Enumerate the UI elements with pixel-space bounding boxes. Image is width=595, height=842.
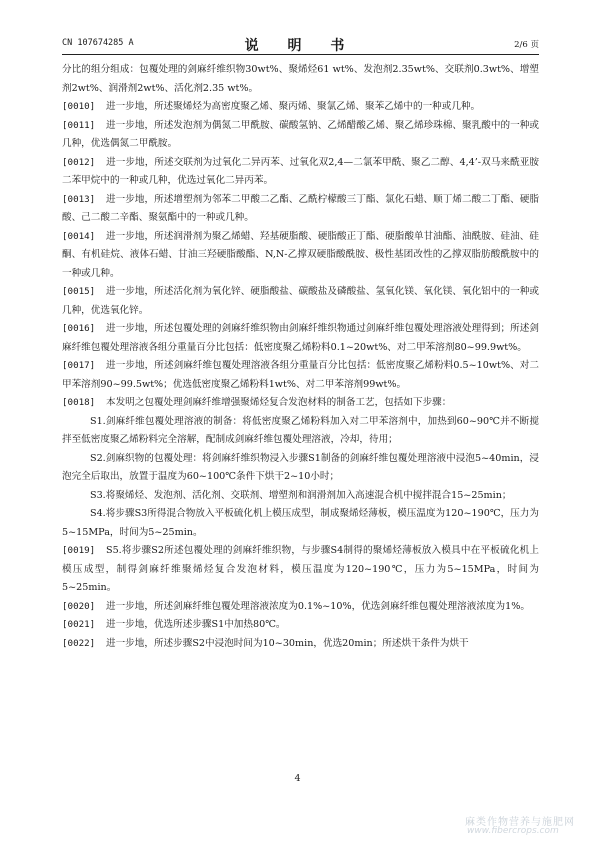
page-number: 4: [294, 773, 301, 784]
document-title: 说 明 书: [244, 38, 357, 54]
paragraph-text: 进一步地，优选所述步骤S1中加热80℃。: [106, 619, 286, 630]
watermark-title: 麻类作物营养与施肥网: [465, 817, 575, 828]
paragraph-text: S5.将步骤S2所述包覆处理的剑麻纤维织物，与步骤S4制得的聚烯烃薄板放入模具中在平板硫化机上模压成型，制得剑麻纤维聚烯烃复合发泡材料，模压温度为120~190℃，压力为5~15MPa，时间为5~25min。: [62, 545, 539, 593]
paragraph-text: 进一步地，所述润滑剂为聚乙烯蜡、羟基硬脂酸、硬脂酸正丁酯、硬脂酸单甘油酯、油酰胺、硅油、硅酮、有机硅烷、液体石蜡、甘油三羟硬脂酸酯、N,N-乙撑双硬脂酸酰胺、极性基团改性的乙撑双脂肪酸酰胺中的一种或几种。: [62, 230, 539, 279]
paragraph-number: [0010]: [62, 101, 96, 112]
paragraph-text: 进一步地，所述剑麻纤维包覆处理溶液各组分重量百分比包括：低密度聚乙烯粉料0.5~10wt%、对二甲苯溶剂90~99.5wt%；优选低密度聚乙烯粉料1wt%、对二甲苯溶剂99wt%。: [62, 360, 539, 390]
page-of-total: 2/6 页: [514, 40, 539, 50]
paragraph-0010: [62, 98, 539, 117]
paragraph-text: 进一步地，所述包覆处理的剑麻纤维织物由剑麻纤维织物通过剑麻纤维包覆处理溶液处理得到；所述剑麻纤维包覆处理溶液各组分重量百分比包括：低密度聚乙烯粉料0.1~20wt%、对二甲苯溶剂80~99.9wt%。: [62, 323, 539, 353]
paragraph-0016: [62, 320, 539, 357]
paragraph-number: [0014]: [62, 230, 96, 242]
paragraph-text: 分比的组分组成：包覆处理的剑麻纤维织物30wt%、聚烯烃61 wt%、发泡剂2.35wt%、交联剂0.3wt%、增塑剂2wt%、润滑剂2wt%、活化剂2.35 wt%。: [62, 64, 539, 94]
paragraph-number: [0013]: [62, 193, 96, 205]
paragraph-number: [0022]: [62, 637, 96, 649]
step-s4: [62, 505, 539, 542]
paragraph-0011: [62, 117, 539, 154]
step-text: S2.剑麻织物的包覆处理：将剑麻纤维织物浸入步骤S1制备的剑麻纤维包覆处理溶液中浸泡5~40min，浸泡完全后取出，放置于温度为60~100℃条件下烘干2~10小时；: [62, 452, 539, 482]
paragraph-0015: [62, 283, 539, 320]
paragraph-text: 进一步地，所述增塑剂为邻苯二甲酸二乙酯、乙酰柠檬酸三丁酯、氯化石蜡、顺丁烯二酸二丁酯、硬脂酸、己二酸二辛酯、聚氨酯中的一种或几种。: [62, 193, 539, 223]
paragraph-number: [0021]: [62, 619, 96, 630]
paragraph-0013: [62, 191, 539, 228]
paragraph-number: [0017]: [62, 360, 96, 371]
paragraph-text: 本发明之包覆处理剑麻纤维增强聚烯烃复合发泡材料的制备工艺，包括如下步骤：: [106, 397, 452, 408]
step-text: S3.将聚烯烃、发泡剂、活化剂、交联剂、增塑剂和润滑剂加入高速混合机中搅拌混合15~25min；: [90, 489, 512, 501]
step-s2: [62, 450, 539, 487]
paragraph-0012: [62, 154, 539, 191]
header-divider: [62, 54, 539, 55]
paragraph-number: [0012]: [62, 156, 96, 168]
step-text: S1.剑麻纤维包覆处理溶液的制备：将低密度聚乙烯粉料加入对二甲苯溶剂中，加热到60~90℃并不断搅拌至低密度聚乙烯粉料完全溶解，配制成剑麻纤维包覆处理溶液，冷却，待用；: [62, 415, 539, 445]
paragraph-0019: [62, 542, 539, 598]
paragraph-number: [0016]: [62, 323, 96, 334]
paragraph-0020: [62, 598, 539, 617]
step-s3: [62, 487, 539, 506]
paragraph-number: [0019]: [62, 545, 96, 556]
page-header: [62, 38, 539, 52]
step-s1: [62, 413, 539, 450]
paragraph-number: [0011]: [62, 119, 96, 131]
paragraph-text: 进一步地，所述剑麻纤维包覆处理溶液浓度为0.1%~10%，优选剑麻纤维包覆处理溶液浓度为1%。: [106, 600, 530, 612]
paragraph-text: 进一步地，所述步骤S2中浸泡时间为10~30min，优选20min；所述烘干条件为烘干: [106, 637, 469, 649]
paragraph-0022: [62, 635, 539, 654]
paragraph-continued: [62, 61, 539, 98]
paragraph-text: 进一步地，所述交联剂为过氧化二异丙苯、过氧化双2,4—二氯苯甲酰、聚乙二醇、4,4’-双马来酰亚胺二苯甲烷中的一种或几种，优选过氧化二异丙苯。: [62, 156, 539, 186]
paragraph-number: [0018]: [62, 397, 96, 408]
paragraph-0014: [62, 228, 539, 284]
paragraph-number: [0020]: [62, 600, 96, 612]
paragraph-text: 进一步地，所述活化剂为氧化锌、硬脂酸盐、碳酸盐及磷酸盐、氢氧化镁、氧化镁、氧化铝中的一种或几种，优选氧化锌。: [62, 286, 539, 316]
patent-number: CN 107674285 A: [62, 38, 134, 48]
watermark-url: www.fibercrops.com: [467, 826, 559, 836]
paragraph-text: 进一步地，所述发泡剂为偶氮二甲酰胺、碳酸氢钠、乙烯醋酸乙烯、聚乙烯珍珠棉、聚乳酸中的一种或几种，优选偶氮二甲酰胺。: [62, 119, 539, 149]
paragraph-0018: [62, 394, 539, 413]
step-text: S4.将步骤S3所得混合物放入平板硫化机上模压成型，制成聚烯烃薄板，模压温度为120~190℃，压力为5~15MPa，时间为5~25min。: [62, 508, 539, 538]
paragraph-number: [0015]: [62, 286, 96, 297]
paragraph-0021: [62, 616, 539, 635]
site-watermark: [455, 813, 595, 841]
paragraph-0017: [62, 357, 539, 394]
document-body: [62, 61, 539, 653]
paragraph-text: 进一步地，所述聚烯烃为高密度聚乙烯、聚丙烯、聚氯乙烯、聚苯乙烯中的一种或几种。: [106, 101, 481, 112]
